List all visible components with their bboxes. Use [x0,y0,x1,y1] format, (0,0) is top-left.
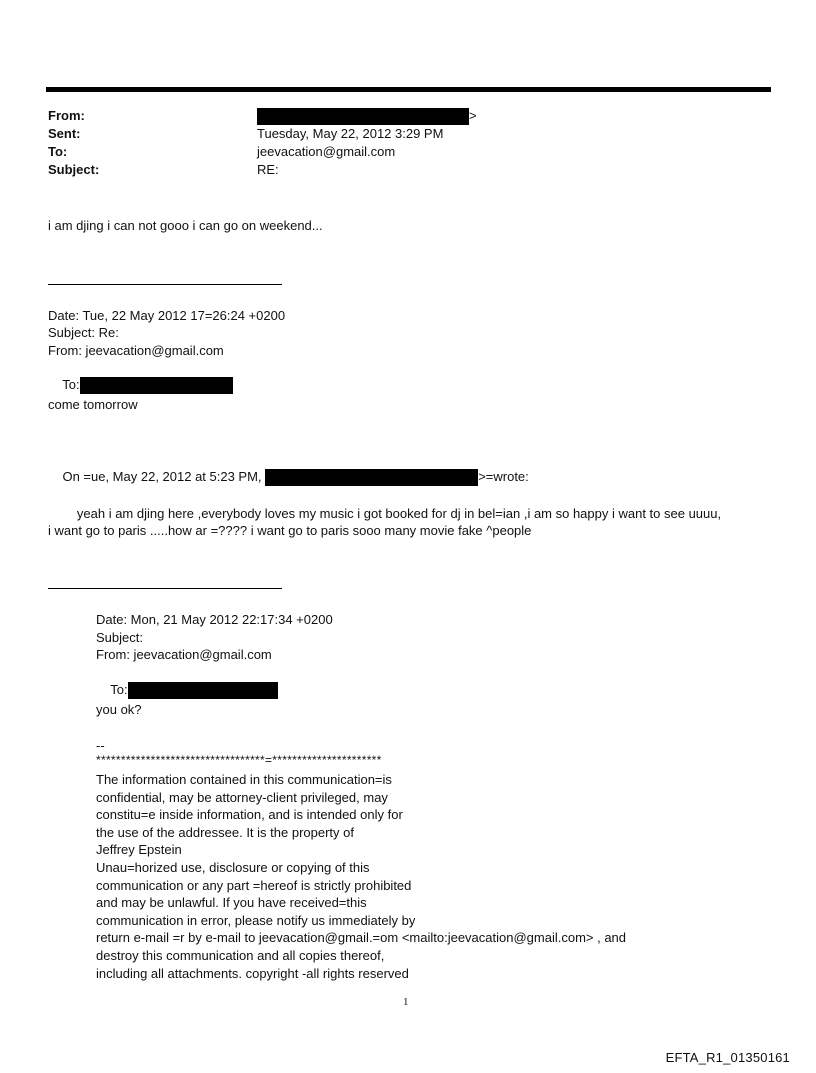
quote2-from: From: jeevacation@gmail.com [96,647,272,662]
disclaimer-line: and may be unlawful. If you have received=this [96,895,367,911]
to-label: To: [48,144,68,159]
redaction-box [80,377,233,394]
confidentiality-disclaimer [96,771,626,982]
email-header [48,107,748,179]
quote1-subject: Subject: Re: [48,325,119,340]
to-row [48,143,748,161]
disclaimer-line: the use of the addressee. It is the property of [96,824,354,840]
quote2-to-label: To: [110,682,128,697]
signature-stars: **********************************=********************** [96,753,382,767]
quote-separator [48,588,282,589]
document-id: EFTA_R1_01350161 [665,1050,790,1065]
from-label: From: [48,108,85,123]
disclaimer-line: Jeffrey Epstein [96,842,182,858]
subject-row [48,161,748,179]
quote1-to-label: To: [62,377,80,392]
disclaimer-line: Unau=horized use, disclosure or copying of this [96,859,370,875]
reply-text: i am djing i can not gooo i can go on weekend... [48,218,323,233]
sent-label: Sent: [48,126,81,141]
subject-value: RE: [257,162,279,177]
page-number: 1 [403,996,409,1008]
subject-label: Subject: [48,162,100,177]
quote2-date: Date: Mon, 21 May 2012 22:17:34 +0200 [96,612,333,627]
quote1-date: Date: Tue, 22 May 2012 17=26:24 +0200 [48,308,286,323]
header-rule [46,87,771,92]
redaction-box [265,469,478,486]
disclaimer-line: confidential, may be attorney-client privileged, may [96,789,388,805]
disclaimer-line: return e-mail =r by e-mail to jeevacation@gmail.=om <mailto:jeevacation@gmail.com> , and [96,930,627,946]
quote-separator [48,284,282,285]
attribution-prefix: On =ue, May 22, 2012 at 5:23 PM, [62,469,262,484]
to-value: jeevacation@gmail.com [257,144,396,159]
disclaimer-line: including all attachments. copyright -all rights reserved [96,965,409,981]
attribution-suffix: >=wrote: [478,469,529,484]
quote1-message: come tomorrow [48,397,138,412]
disclaimer-line: communication or any part =hereof is strictly prohibited [96,877,412,893]
redaction-box [257,108,469,125]
disclaimer-line: destroy this communication and all copies thereof, [96,947,385,963]
quote2-subject: Subject: [96,630,143,645]
redaction-box [128,682,278,699]
signature-dashes: -- [96,738,105,753]
quoted-body-line-2: i want go to paris .....how ar =???? i want go to paris sooo many movie fake ^people [48,523,532,538]
disclaimer-line: communication in error, please notify us immediately by [96,912,416,928]
from-suffix: > [469,108,477,123]
quote1-attribution [48,451,529,503]
disclaimer-line: constitu=e inside information, and is intended only for [96,807,403,823]
quote2-message: you ok? [96,702,142,717]
sent-value: Tuesday, May 22, 2012 3:29 PM [257,126,444,141]
quote1-from: From: jeevacation@gmail.com [48,343,224,358]
quoted-body-line-1: yeah i am djing here ,everybody loves my music i got booked for dj in bel=ian ,i am so happy i want to see uuuu, [48,506,722,521]
from-row [48,107,748,125]
disclaimer-line: The information contained in this communication=is [96,772,392,787]
sent-row [48,125,748,143]
